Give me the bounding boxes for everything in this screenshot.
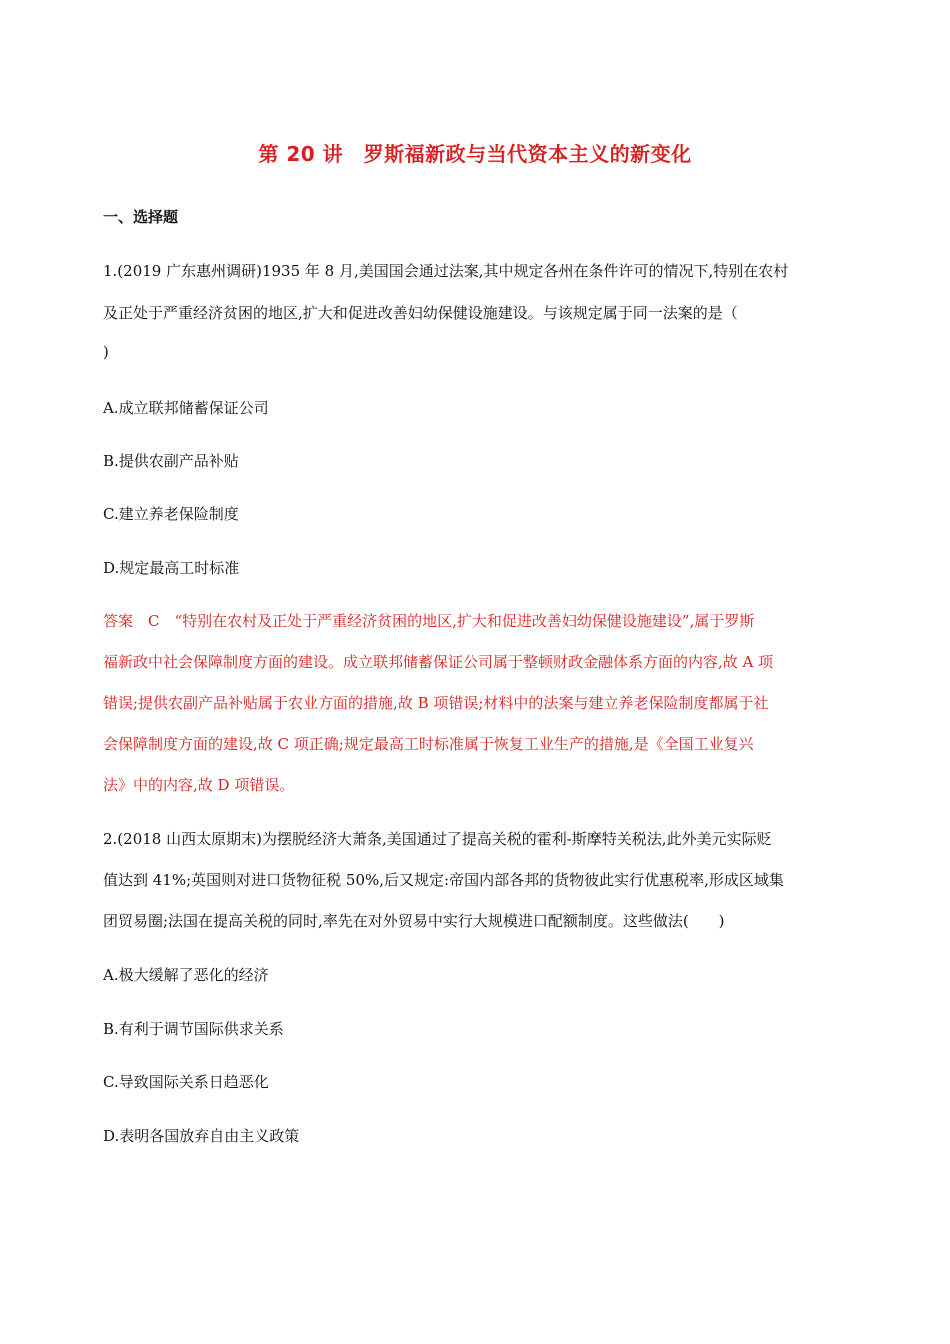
answer-1-line-4: 会保障制度方面的建设,故 C 项正确;规定最高工时标准属于恢复工业生产的措施,是《全国工业复兴: [103, 735, 754, 753]
question-2-option-a: A.极大缓解了恶化的经济: [103, 966, 269, 984]
question-1-line-3: ): [103, 343, 109, 361]
answer-1-line-2: 福新政中社会保障制度方面的建设。成立联邦储蓄保证公司属于整顿财政金融体系方面的内容,故 A 项: [103, 653, 774, 671]
question-1-option-a: A.成立联邦储蓄保证公司: [103, 399, 269, 417]
answer-1-line-3: 错误;提供农副产品补贴属于农业方面的措施,故 B 项错误;材料中的法案与建立养老保险制度都属于社: [103, 694, 769, 712]
question-1-line-2: 及正处于严重经济贫困的地区,扩大和促进改善妇幼保健设施建设。与该规定属于同一法案的是（: [103, 304, 738, 322]
question-2-option-b: B.有利于调节国际供求关系: [103, 1020, 284, 1038]
question-2-line-3: 团贸易圈;法国在提高关税的同时,率先在对外贸易中实行大规模进口配额制度。这些做法( ): [103, 912, 725, 930]
question-1-option-c: C.建立养老保险制度: [103, 505, 239, 523]
question-2-option-c: C.导致国际关系日趋恶化: [103, 1073, 269, 1091]
question-2-option-d: D.表明各国放弃自由主义政策: [103, 1127, 300, 1145]
section-heading: 一、选择题: [103, 208, 179, 226]
answer-1-line-5: 法》中的内容,故 D 项错误。: [103, 776, 295, 794]
question-2-line-1: 2.(2018 山西太原期末)为摆脱经济大萧条,美国通过了提高关税的霍利-斯摩特关税法,此外美元实际贬: [103, 830, 772, 848]
page-title: 第 20 讲 罗斯福新政与当代资本主义的新变化: [258, 142, 692, 166]
question-1-option-d: D.规定最高工时标准: [103, 559, 240, 577]
question-1-option-b: B.提供农副产品补贴: [103, 452, 239, 470]
question-1-line-1: 1.(2019 广东惠州调研)1935 年 8 月,美国国会通过法案,其中规定各州在条件许可的情况下,特别在农村: [103, 262, 789, 280]
answer-1-line-1: 答案 C “特别在农村及正处于严重经济贫困的地区,扩大和促进改善妇幼保健设施建设”,属于罗斯: [103, 612, 755, 630]
question-2-line-2: 值达到 41%;英国则对进口货物征税 50%,后又规定:帝国内部各邦的货物彼此实行优惠税率,形成区域集: [103, 871, 784, 889]
